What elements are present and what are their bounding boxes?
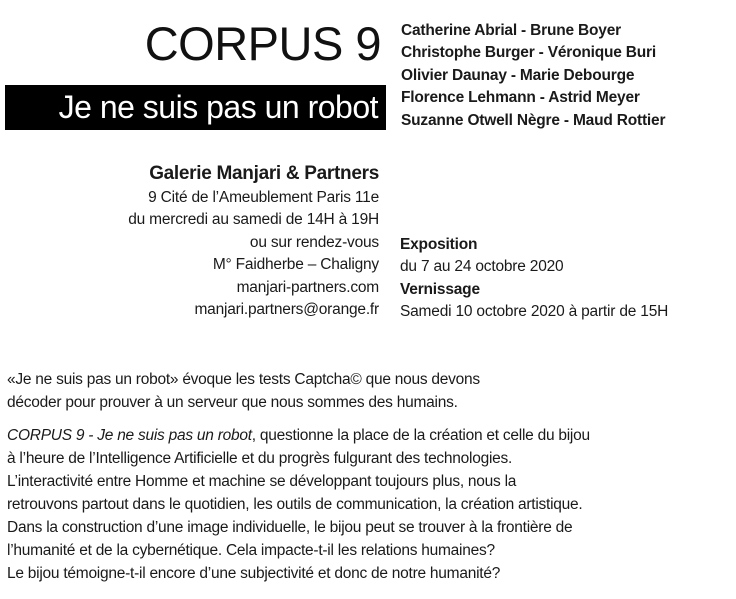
title-reference: CORPUS 9 - Je ne suis pas un robot (7, 427, 252, 444)
paragraph-line: à l’heure de l’Intelligence Artificielle et du progrès fulgurant des technologies. (7, 450, 513, 467)
paragraph-line: L’interactivité entre Homme et machine se développant toujours plus, nous la (7, 473, 517, 490)
gallery-appointment: ou sur rendez-vous (249, 233, 379, 251)
artist-list (401, 20, 731, 132)
exhibition-info (400, 234, 668, 324)
gallery-name: Galerie Manjari & Partners (149, 163, 379, 184)
subtitle-text: Je ne suis pas un robot (58, 89, 378, 125)
gallery-info (128, 161, 379, 321)
artist-line: Florence Lehmann - Astrid Meyer (401, 89, 640, 107)
intro-paragraph (7, 368, 732, 414)
paragraph-line: Dans la construction d’une image individuelle, le bijou peut se trouver à la frontière de (7, 519, 573, 536)
paragraph-line: «Je ne suis pas un robot» évoque les tests Captcha© que nous devons (7, 371, 480, 388)
opening-date: Samedi 10 octobre 2020 à partir de 15H (400, 303, 669, 321)
paragraph-line: l’humanité et de la cybernétique. Cela impacte-t-il les relations humaines? (7, 542, 495, 559)
artist-line: Christophe Burger - Véronique Buri (401, 44, 656, 62)
artist-line: Olivier Daunay - Marie Debourge (401, 66, 635, 84)
opening-label: Vernissage (400, 280, 480, 298)
description-paragraph (7, 424, 732, 585)
page-title: CORPUS 9 (144, 17, 381, 70)
gallery-email: manjari.partners@orange.fr (194, 301, 379, 319)
artist-line: Catherine Abrial - Brune Boyer (401, 22, 621, 39)
gallery-address: 9 Cité de l’Ameublement Paris 11e (148, 189, 379, 206)
paragraph-line (7, 424, 732, 447)
paragraph-text: , questionne la place de la création et celle du bijou (251, 427, 590, 444)
exhibition-label: Exposition (400, 236, 478, 253)
subtitle-banner (5, 85, 386, 130)
artist-line: Suzanne Otwell Nègre - Maud Rottier (401, 111, 666, 129)
gallery-metro: M° Faidherbe – Chaligny (212, 256, 379, 274)
gallery-hours: du mercredi au samedi de 14H à 19H (128, 211, 379, 229)
exhibition-dates: du 7 au 24 octobre 2020 (400, 258, 564, 276)
paragraph-line: décoder pour prouver à un serveur que nous sommes des humains. (7, 394, 458, 411)
paragraph-line: retrouvons partout dans le quotidien, les outils de communication, la création artistique. (7, 496, 583, 513)
paragraph-line: Le bijou témoigne-t-il encore d’une subjectivité et donc de notre humanité? (7, 565, 501, 582)
gallery-website: manjari-partners.com (236, 278, 379, 296)
